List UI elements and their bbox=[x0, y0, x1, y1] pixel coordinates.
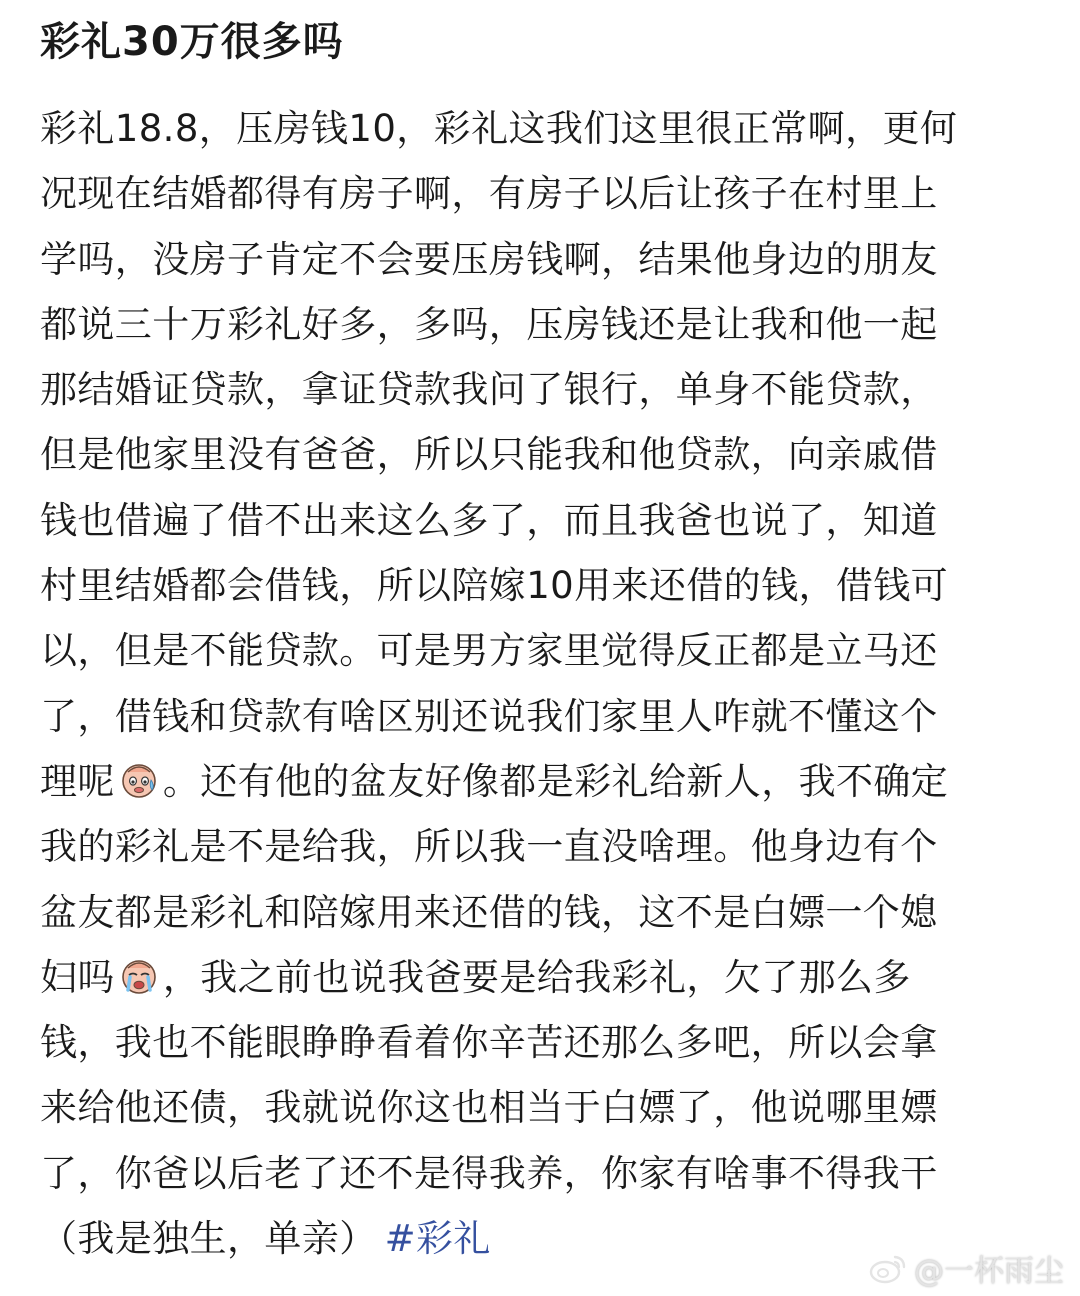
body-line: 来给他还债，我就说你这也相当于白嫖了，他说哪里嫖 bbox=[40, 1086, 938, 1130]
post-title: 彩礼30万很多吗 bbox=[40, 19, 344, 65]
body-line: 了，借钱和贷款有啥区别还说我们家里人咋就不懂这个 bbox=[40, 694, 938, 738]
body-text-segment: 妇吗 bbox=[40, 955, 115, 999]
body-line: 钱也借遍了借不出来这么多了，而且我爸也说了，知道 bbox=[40, 498, 938, 542]
body-text-segment: ，我之前也说我爸要是给我彩礼，欠了那么多 bbox=[162, 955, 911, 999]
body-line: 但是他家里没有爸爸，所以只能我和他贷款，向亲戚借 bbox=[40, 433, 938, 477]
body-line: 了，你爸以后老了还不是得我养，你家有啥事不得我干 bbox=[40, 1151, 938, 1195]
body-line: 以，但是不能贷款。可是男方家里觉得反正都是立马还 bbox=[40, 629, 938, 673]
body-line-with-emoji bbox=[40, 749, 1050, 814]
body-line: 彩礼18.8，压房钱10，彩礼这我们这里很正常啊，更何 bbox=[40, 107, 958, 150]
hashtag-link[interactable]: #彩礼 bbox=[384, 1217, 491, 1261]
body-line-with-emoji bbox=[40, 945, 1050, 1010]
sweat-face-emoji-icon bbox=[119, 755, 159, 795]
body-line: 学吗，没房子肯定不会要压房钱啊，结果他身边的朋友 bbox=[40, 237, 938, 281]
body-line: 况现在结婚都得有房子啊，有房子以后让孩子在村里上 bbox=[40, 172, 938, 216]
weibo-logo-icon bbox=[868, 1251, 908, 1285]
body-line: 盆友都是彩礼和陪嫁用来还借的钱，这不是白嫖一个媳 bbox=[40, 890, 938, 934]
body-line: 我的彩礼是不是给我，所以我一直没啥理。他身边有个 bbox=[40, 825, 938, 869]
watermark-text: @一杯雨尘 bbox=[914, 1254, 1064, 1289]
body-text-segment: （我是独生，单亲） bbox=[40, 1217, 377, 1261]
body-line: 那结婚证贷款，拿证贷款我问了银行，单身不能贷款， bbox=[40, 368, 938, 412]
post-body bbox=[40, 96, 1050, 1271]
body-text-segment: 。还有他的盆友好像都是彩礼给新人，我不确定 bbox=[162, 759, 949, 803]
body-line: 村里结婚都会借钱，所以陪嫁10用来还借的钱，借钱可 bbox=[40, 564, 949, 608]
body-line: 都说三十万彩礼好多，多吗，压房钱还是让我和他一起 bbox=[40, 302, 938, 346]
watermark bbox=[868, 1248, 1064, 1288]
crying-face-emoji-icon bbox=[119, 951, 159, 991]
body-text-segment: 理呢 bbox=[40, 759, 115, 803]
body-line: 钱，我也不能眼睁睁看着你辛苦还那么多吧，所以会拿 bbox=[40, 1021, 938, 1065]
